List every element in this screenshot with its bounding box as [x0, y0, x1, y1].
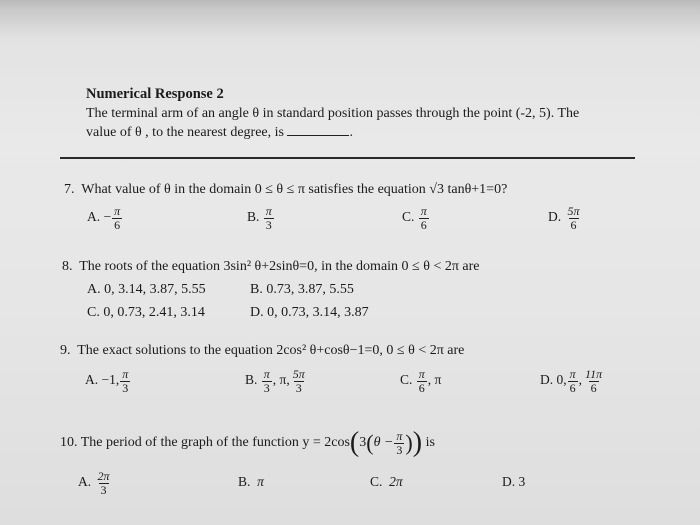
- nr-line-2-text: value of θ , to the nearest degree, is: [86, 125, 284, 140]
- q7-option-a: A. − $\frac{\pi}{6}$: [87, 204, 121, 232]
- q7-number: 7.: [64, 182, 75, 197]
- q7-option-c: C. $\frac{\pi}{6}$: [402, 204, 427, 232]
- q10-stem: 10. The period of the graph of the function y = 2cos(3(θ − $\frac{\pi}{3}$ )) is: [60, 427, 435, 458]
- q10-option-b: B. π: [238, 474, 264, 489]
- q8-text: The roots of the equation 3sin² θ+2sinθ=0, in the domain 0 ≤ θ < 2π are: [79, 259, 480, 274]
- nr-line-2: [86, 123, 353, 141]
- q10-function: y = 2cos: [302, 435, 350, 451]
- nr-line-1: The terminal arm of an angle θ in standard position passes through the point (-2, 5). The: [86, 106, 580, 121]
- q10-option-c: C. 2π: [370, 474, 403, 489]
- q8-stem: [62, 259, 480, 275]
- q8-number: 8.: [62, 259, 73, 274]
- q9-option-d: D. 0, $\frac{\pi}{6}$ , $\frac{11\pi}{6}$: [540, 367, 603, 395]
- nr-line-2-period: .: [349, 125, 353, 140]
- q9-option-a: A. −1, $\frac{\pi}{3}$: [85, 367, 129, 395]
- answer-blank: [287, 123, 349, 136]
- q10-option-a: A. $\frac{2\pi}{3}$: [78, 469, 110, 497]
- q8-option-c: C. 0, 0.73, 2.41, 3.14: [87, 305, 205, 320]
- q7-option-d: D. $\frac{5\pi}{6}$: [548, 204, 580, 232]
- q8-option-d: D. 0, 0.73, 3.14, 3.87: [250, 305, 369, 320]
- q7-text: What value of θ in the domain 0 ≤ θ ≤ π satisfies the equation: [81, 182, 426, 197]
- section-title: Numerical Response 2: [86, 86, 224, 102]
- q7-option-b: B. $\frac{\pi}{3}$: [247, 204, 272, 232]
- q8-option-a: A. 0, 3.14, 3.87, 5.55: [87, 282, 206, 297]
- q10-number: 10.: [60, 435, 78, 451]
- q10-option-d: D. 3: [502, 474, 526, 489]
- q7-stem: [64, 182, 507, 198]
- q8-option-b: B. 0.73, 3.87, 5.55: [250, 282, 354, 297]
- q9-number: 9.: [60, 343, 71, 358]
- q7-equation: √3 tanθ+1=0?: [429, 182, 508, 197]
- section-divider: [60, 157, 635, 159]
- q9-stem: [60, 343, 464, 359]
- q9-option-c: C. $\frac{\pi}{6}$ , π: [400, 367, 442, 395]
- q9-option-b: B. $\frac{\pi}{3}$ , π, $\frac{5\pi}{3}$: [245, 367, 305, 395]
- q10-text: The period of the graph of the function: [80, 435, 299, 451]
- q10-is: is: [425, 435, 435, 451]
- q9-text: The exact solutions to the equation 2cos² θ+cosθ−1=0, 0 ≤ θ < 2π are: [77, 343, 465, 358]
